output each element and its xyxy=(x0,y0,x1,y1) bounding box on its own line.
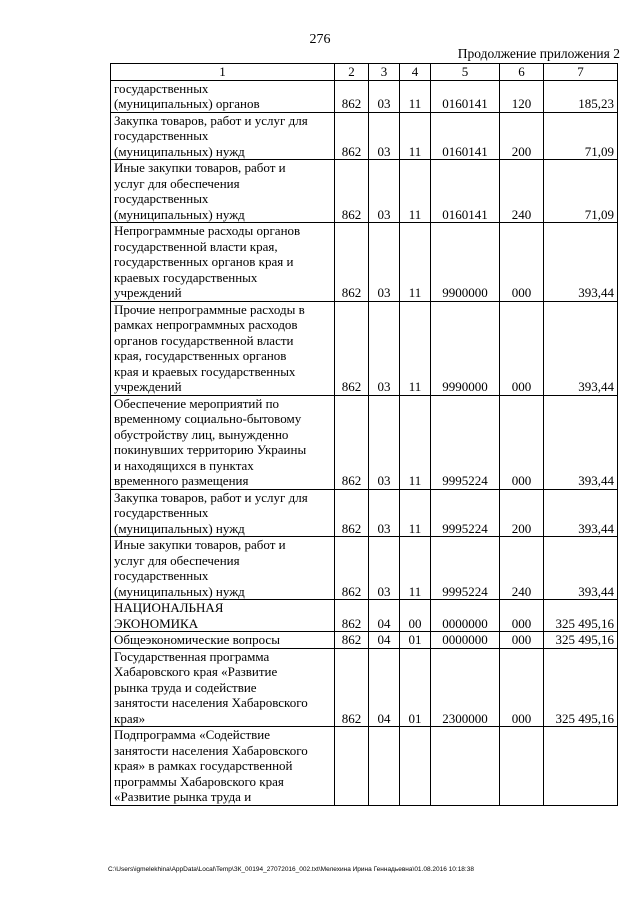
description-line: учреждений xyxy=(114,285,182,300)
row-description xyxy=(111,632,335,649)
code-cell-c2: 862 xyxy=(335,537,369,600)
description-line: ЭКОНОМИКА xyxy=(114,615,199,631)
amount-cell: 185,23 xyxy=(544,80,618,112)
code-cell-c6: 000 xyxy=(500,395,544,489)
code-cell-c3: 03 xyxy=(369,112,400,160)
code-cell-c5: 2300000 xyxy=(431,648,500,727)
amount-cell: 393,44 xyxy=(544,489,618,537)
code-cell-c4: 01 xyxy=(400,648,431,727)
row-description xyxy=(111,80,335,112)
description-line: «Развитие рынка труда и xyxy=(114,789,252,804)
code-cell-c6: 240 xyxy=(500,160,544,223)
table-row xyxy=(111,600,618,632)
page-number: 276 xyxy=(309,32,331,47)
row-description xyxy=(111,648,335,727)
table-row xyxy=(111,301,618,395)
description-line: Обеспечение мероприятий по xyxy=(114,395,280,411)
header-cell: 7 xyxy=(544,64,618,81)
code-cell-c6: 000 xyxy=(500,301,544,395)
code-cell-c5: 0160141 xyxy=(431,160,500,223)
description-line: Иные закупки товаров, работ и xyxy=(114,160,286,175)
code-cell-c4: 11 xyxy=(400,80,431,112)
code-cell-c4: 00 xyxy=(400,600,431,632)
description-line: государственных xyxy=(114,191,209,206)
code-cell-c5: 0000000 xyxy=(431,632,500,649)
amount-cell xyxy=(544,727,618,806)
amount-cell: 71,09 xyxy=(544,160,618,223)
code-cell-c5 xyxy=(431,727,500,806)
description-line: занятости населения Хабаровского xyxy=(114,742,308,758)
description-line: государственных xyxy=(114,80,209,96)
code-cell-c4: 11 xyxy=(400,489,431,537)
code-cell-c2: 862 xyxy=(335,301,369,395)
code-cell-c2: 862 xyxy=(335,632,369,649)
description-line: органов государственной власти xyxy=(114,332,294,348)
description-line: обустройству лиц, вынужденно xyxy=(114,426,289,442)
code-cell-c3: 03 xyxy=(369,80,400,112)
code-cell-c3 xyxy=(369,727,400,806)
code-cell-c6: 200 xyxy=(500,489,544,537)
table-row xyxy=(111,223,618,302)
continuation-label: Продолжение приложения 2 xyxy=(457,46,620,61)
code-cell-c5: 0160141 xyxy=(431,112,500,160)
description-line: НАЦИОНАЛЬНАЯ xyxy=(114,600,224,615)
header-cell: 6 xyxy=(500,64,544,81)
row-description xyxy=(111,537,335,600)
row-description xyxy=(111,600,335,632)
code-cell-c4: 01 xyxy=(400,632,431,649)
description-line: Хабаровского края «Развитие xyxy=(114,664,278,679)
code-cell-c5: 9995224 xyxy=(431,395,500,489)
table-row xyxy=(111,727,618,806)
description-line: временному социально-бытовому xyxy=(114,411,302,426)
code-cell-c5: 9990000 xyxy=(431,301,500,395)
code-cell-c6: 200 xyxy=(500,112,544,160)
code-cell-c6 xyxy=(500,727,544,806)
table-row xyxy=(111,648,618,727)
description-line: края и краевых государственных xyxy=(114,363,296,379)
description-line: услуг для обеспечения xyxy=(114,175,240,191)
code-cell-c3: 04 xyxy=(369,600,400,632)
code-cell-c2: 862 xyxy=(335,395,369,489)
code-cell-c3: 03 xyxy=(369,223,400,302)
code-cell-c6: 000 xyxy=(500,632,544,649)
header-row xyxy=(111,64,618,81)
code-cell-c3: 03 xyxy=(369,160,400,223)
code-cell-c4: 11 xyxy=(400,112,431,160)
header-cell: 1 xyxy=(111,64,335,81)
table-row xyxy=(111,489,618,537)
description-line: Непрограммные расходы органов xyxy=(114,223,301,238)
budget-table xyxy=(110,63,618,806)
code-cell-c2: 862 xyxy=(335,223,369,302)
code-cell-c3: 03 xyxy=(369,301,400,395)
file-path-footer: C:\Users\igmelekhina\AppData\Local\Temp\ЗК_00194_27072016_002.txt\Мелехина Ирина Геннадьевна\01.08.2016 10:18:38 xyxy=(108,866,474,873)
code-cell-c5: 9995224 xyxy=(431,537,500,600)
description-line: Государственная программа xyxy=(114,648,270,664)
code-cell-c4: 11 xyxy=(400,160,431,223)
table-row xyxy=(111,537,618,600)
code-cell-c3: 03 xyxy=(369,395,400,489)
code-cell-c2: 862 xyxy=(335,160,369,223)
code-cell-c4: 11 xyxy=(400,301,431,395)
code-cell-c4: 11 xyxy=(400,223,431,302)
row-description xyxy=(111,301,335,395)
code-cell-c5: 9900000 xyxy=(431,223,500,302)
description-line: покинувших территорию Украины xyxy=(114,442,307,457)
amount-cell: 393,44 xyxy=(544,395,618,489)
description-line: (муниципальных) нужд xyxy=(114,583,245,599)
description-line: занятости населения Хабаровского xyxy=(114,695,308,710)
row-description xyxy=(111,160,335,223)
description-line: рамках непрограммных расходов xyxy=(114,317,298,332)
code-cell-c5: 0000000 xyxy=(431,600,500,632)
description-line: услуг для обеспечения xyxy=(114,552,240,568)
description-line: Закупка товаров, работ и услуг для xyxy=(114,489,308,505)
code-cell-c6: 000 xyxy=(500,600,544,632)
amount-cell: 325 495,16 xyxy=(544,600,618,632)
code-cell-c6: 120 xyxy=(500,80,544,112)
code-cell-c3: 04 xyxy=(369,648,400,727)
description-line: Подпрограмма «Содействие xyxy=(114,727,271,742)
description-line: государственных органов края и xyxy=(114,254,294,269)
description-line: (муниципальных) нужд xyxy=(114,520,245,536)
code-cell-c2: 862 xyxy=(335,600,369,632)
code-cell-c4 xyxy=(400,727,431,806)
row-description xyxy=(111,395,335,489)
code-cell-c4: 11 xyxy=(400,537,431,600)
description-line: (муниципальных) органов xyxy=(114,96,260,111)
description-line: края, государственных органов xyxy=(114,348,287,363)
code-cell-c3: 04 xyxy=(369,632,400,649)
code-cell-c6: 000 xyxy=(500,223,544,302)
code-cell-c3: 03 xyxy=(369,489,400,537)
description-line: Общеэкономические вопросы xyxy=(114,632,280,647)
description-line: государственных xyxy=(114,568,209,583)
row-description xyxy=(111,223,335,302)
description-line: (муниципальных) нужд xyxy=(114,206,245,222)
description-line: края» в рамках государственной xyxy=(114,758,293,773)
table-row xyxy=(111,632,618,649)
amount-cell: 71,09 xyxy=(544,112,618,160)
code-cell-c2: 862 xyxy=(335,489,369,537)
row-description xyxy=(111,112,335,160)
amount-cell: 393,44 xyxy=(544,301,618,395)
description-line: государственных xyxy=(114,128,209,143)
header-cell: 5 xyxy=(431,64,500,81)
description-line: государственной власти края, xyxy=(114,238,278,254)
table-row xyxy=(111,112,618,160)
table-row xyxy=(111,80,618,112)
description-line: Иные закупки товаров, работ и xyxy=(114,537,286,552)
description-line: Прочие непрограммные расходы в xyxy=(114,301,305,317)
header-cell: 2 xyxy=(335,64,369,81)
code-cell-c2: 862 xyxy=(335,648,369,727)
description-line: программы Хабаровского края xyxy=(114,773,284,789)
code-cell-c2 xyxy=(335,727,369,806)
table-row xyxy=(111,395,618,489)
code-cell-c4: 11 xyxy=(400,395,431,489)
description-line: (муниципальных) нужд xyxy=(114,143,245,159)
amount-cell: 325 495,16 xyxy=(544,648,618,727)
code-cell-c3: 03 xyxy=(369,537,400,600)
amount-cell: 393,44 xyxy=(544,537,618,600)
description-line: временного размещения xyxy=(114,473,249,488)
code-cell-c5: 0160141 xyxy=(431,80,500,112)
description-line: и находящихся в пунктах xyxy=(114,457,254,473)
description-line: государственных xyxy=(114,505,209,520)
description-line: учреждений xyxy=(114,379,182,394)
row-description xyxy=(111,489,335,537)
code-cell-c6: 000 xyxy=(500,648,544,727)
code-cell-c2: 862 xyxy=(335,80,369,112)
header-cell: 3 xyxy=(369,64,400,81)
code-cell-c2: 862 xyxy=(335,112,369,160)
code-cell-c5: 9995224 xyxy=(431,489,500,537)
table-row xyxy=(111,160,618,223)
amount-cell: 325 495,16 xyxy=(544,632,618,649)
description-line: Закупка товаров, работ и услуг для xyxy=(114,112,308,128)
description-line: края» xyxy=(114,710,146,726)
code-cell-c6: 240 xyxy=(500,537,544,600)
description-line: рынка труда и содействие xyxy=(114,679,257,695)
row-description xyxy=(111,727,335,806)
description-line: краевых государственных xyxy=(114,269,258,285)
amount-cell: 393,44 xyxy=(544,223,618,302)
header-cell: 4 xyxy=(400,64,431,81)
